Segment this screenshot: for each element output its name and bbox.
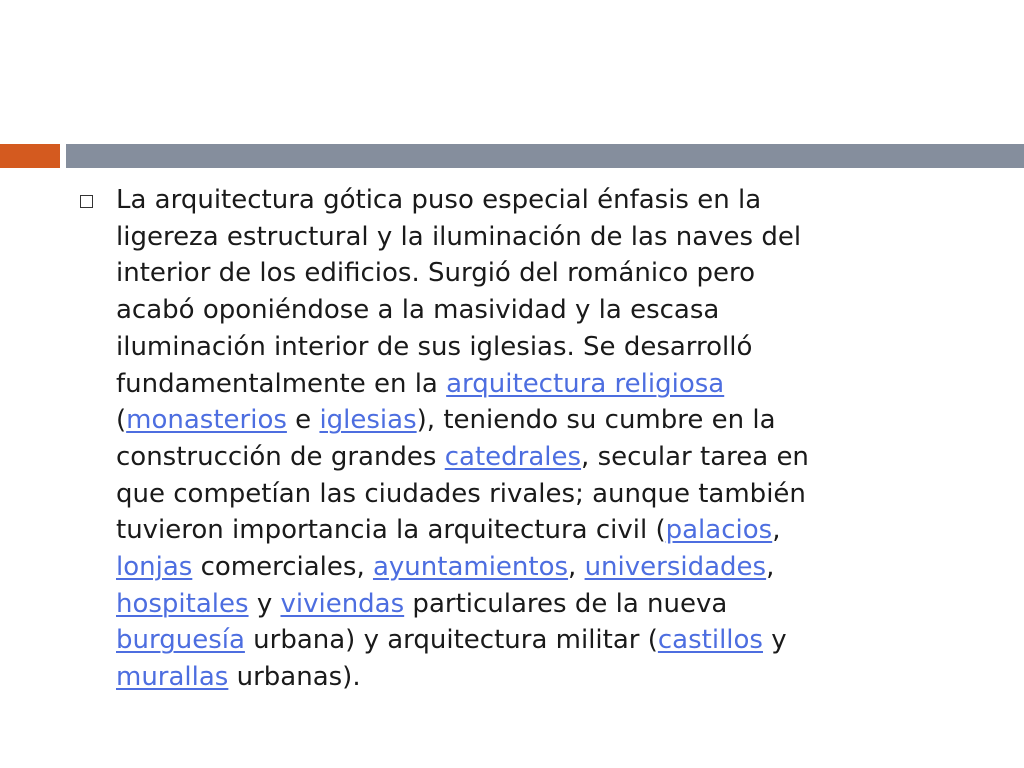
link-hospitales[interactable]: hospitales [116, 588, 249, 619]
link-catedrales[interactable]: catedrales [444, 441, 582, 472]
text: , [772, 515, 781, 546]
accent-bar-gray [66, 144, 1024, 168]
link-ayuntamientos[interactable]: ayuntamientos [372, 552, 569, 583]
text-line [116, 549, 946, 586]
text: particulares de la nueva [404, 588, 728, 619]
hollow-square-bullet-icon [80, 195, 93, 208]
text-line [116, 512, 946, 549]
text-line [116, 659, 946, 696]
text-line [116, 219, 946, 256]
accent-bar-orange [0, 144, 60, 168]
text: y [248, 588, 281, 619]
text: ), teniendo su cumbre en la [416, 405, 776, 436]
text: , secular tarea en [581, 441, 809, 472]
text: urbanas). [228, 662, 361, 693]
text: e [286, 405, 320, 436]
text-line [116, 366, 946, 403]
link-lonjas[interactable]: lonjas [116, 552, 193, 583]
text: y [762, 625, 787, 656]
link-universidades[interactable]: universidades [584, 552, 767, 583]
text-line [116, 255, 946, 292]
text-line [116, 586, 946, 623]
text: ligereza estructural y la iluminación de las naves del [116, 221, 802, 252]
link-palacios[interactable]: palacios [665, 515, 773, 546]
text-line [116, 476, 946, 513]
text-line [116, 292, 946, 329]
paragraph [116, 182, 946, 696]
link-burguesia[interactable]: burguesía [116, 625, 245, 656]
text: iluminación interior de sus iglesias. Se desarrolló [116, 331, 753, 362]
text-line [116, 622, 946, 659]
text: interior de los edificios. Surgió del románico pero [116, 258, 756, 289]
text: comerciales, [192, 552, 373, 583]
text: , [568, 552, 585, 583]
link-iglesias[interactable]: iglesias [319, 405, 417, 436]
text-line [116, 329, 946, 366]
text: tuvieron importancia la arquitectura civil ( [116, 515, 666, 546]
text: urbana) y arquitectura militar ( [244, 625, 658, 656]
text: que competían las ciudades rivales; aunque también [116, 478, 806, 509]
text-line [116, 402, 946, 439]
text: construcción de grandes [116, 441, 445, 472]
link-murallas[interactable]: murallas [116, 662, 229, 693]
link-monasterios[interactable]: monasterios [126, 405, 287, 436]
text-line [116, 182, 946, 219]
text: fundamentalmente en la [116, 368, 447, 399]
text-line [116, 439, 946, 476]
link-castillos[interactable]: castillos [657, 625, 763, 656]
text: ( [116, 405, 127, 436]
text: , [766, 552, 775, 583]
text: acabó oponiéndose a la masividad y la escasa [116, 295, 720, 326]
link-viviendas[interactable]: viviendas [280, 588, 405, 619]
text: La arquitectura gótica puso especial énfasis en la [116, 185, 762, 215]
link-arquitectura-religiosa[interactable]: arquitectura religiosa [446, 368, 725, 399]
